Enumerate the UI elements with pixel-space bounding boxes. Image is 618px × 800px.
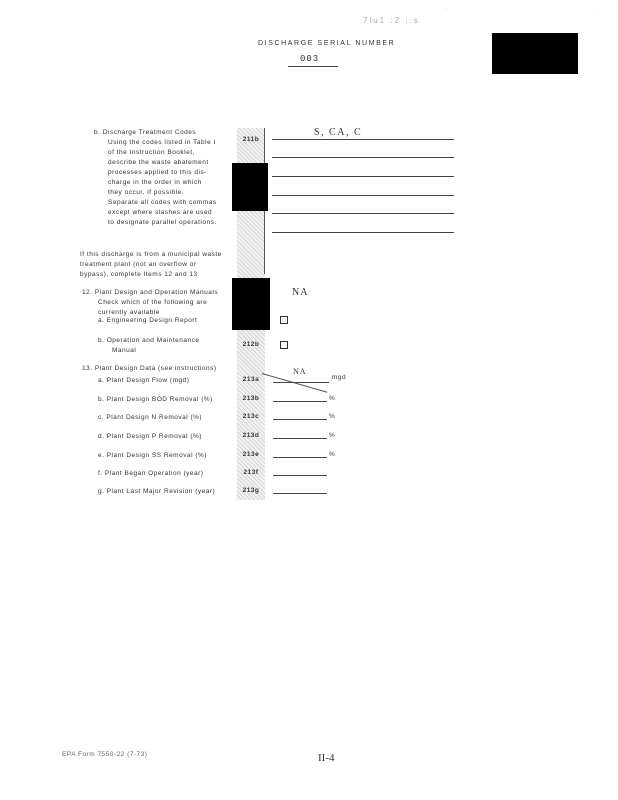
code-212b: 212b xyxy=(242,341,260,348)
row-bod-removal: b. Plant Design BOD Removal (%) xyxy=(98,396,213,403)
row-last-revision: g. Plant Last Major Revision (year) xyxy=(98,488,216,495)
page-number: II-4 xyxy=(318,752,335,764)
row-n-removal: c. Plant Design N Removal (%) xyxy=(98,414,203,421)
unit-percent: % xyxy=(329,432,336,439)
treatment-codes-value: S, CA, C xyxy=(314,127,363,138)
answer-line xyxy=(272,195,454,196)
answer-line xyxy=(272,176,454,177)
code-213a: 213a xyxy=(242,376,260,383)
row-design-flow: a. Plant Design Flow (mgd) xyxy=(98,377,190,384)
label-line: charge in the order in which xyxy=(108,179,202,186)
item-11b-label xyxy=(94,128,217,228)
unit-percent: % xyxy=(329,413,336,420)
label-line: currently available xyxy=(98,309,160,316)
row-ss-removal: e. Plant Design SS Removal (%) xyxy=(98,452,207,459)
label-line: b. Discharge Treatment Codes xyxy=(94,129,197,136)
began-operation-line xyxy=(273,475,327,476)
label-line: describe the waste abatement xyxy=(108,159,209,166)
label-line: except where slashes are used xyxy=(108,209,213,216)
serial-underline xyxy=(288,66,338,67)
option-engineering-design-report xyxy=(98,316,197,326)
label-line: Using the codes listed in Table I xyxy=(108,139,216,146)
ss-removal-line xyxy=(273,457,327,458)
option-label: b. Operation and Maintenance xyxy=(98,337,200,344)
label-line: Check which of the following are xyxy=(98,299,208,306)
option-om-manual xyxy=(98,336,199,356)
design-flow-line xyxy=(273,382,329,383)
n-removal-line xyxy=(273,419,327,420)
answer-line xyxy=(272,157,454,158)
answer-line xyxy=(272,139,454,140)
code-213e: 213e xyxy=(242,451,260,458)
code-213d: 213d xyxy=(242,432,260,439)
code-211b: 211b xyxy=(242,136,260,143)
engineering-report-checkbox[interactable] xyxy=(280,316,288,324)
header-stamp: 7lu1 :2 ;.s xyxy=(363,16,420,25)
answer-line xyxy=(272,213,454,214)
p-removal-line xyxy=(273,438,327,439)
label-line: processes applied to this dis- xyxy=(108,169,207,176)
note-line: bypass), complete Items 12 and 13 xyxy=(80,271,198,278)
serial-number: 003 xyxy=(300,54,320,64)
label-line: they occur, if possible. xyxy=(108,189,184,196)
item-12-value: NA xyxy=(292,287,309,298)
label-line: of the Instruction Booklet, xyxy=(108,149,195,156)
last-revision-line xyxy=(273,493,327,494)
row-began-operation: f. Plant Began Operation (year) xyxy=(98,470,204,477)
form-number: EPA Form 7550-22 (7-73) xyxy=(62,751,148,758)
code-213c: 213c xyxy=(242,413,260,420)
label-line: 12. Plant Design and Operation Manuals xyxy=(82,289,219,296)
label-line: to designate parallel operations. xyxy=(108,219,217,226)
unit-percent: % xyxy=(329,395,336,402)
code-213f: 213f xyxy=(243,469,259,476)
om-manual-checkbox[interactable] xyxy=(280,341,288,349)
item-13-title: 13. Plant Design Data (see instructions) xyxy=(82,365,217,372)
unit-mgd: mgd xyxy=(332,374,347,381)
discharge-serial-title: DISCHARGE SERIAL NUMBER xyxy=(258,40,396,47)
scan-speck: · xyxy=(445,6,448,13)
bod-removal-line xyxy=(273,401,327,402)
answer-line xyxy=(272,232,454,233)
item-12-label xyxy=(82,288,218,318)
option-label: Manual xyxy=(112,347,137,354)
label-line: Separate all codes with commas xyxy=(108,199,217,206)
note-line: If this discharge is from a municipal waste xyxy=(80,251,222,258)
municipal-note xyxy=(80,250,222,280)
item-13-value: NA xyxy=(293,367,307,376)
code-213b: 213b xyxy=(242,395,260,402)
row-p-removal: d. Plant Design P Removal (%) xyxy=(98,433,202,440)
scan-speck: · xyxy=(596,10,599,17)
redaction-box xyxy=(232,163,268,211)
option-label: a. Engineering Design Report xyxy=(98,317,198,324)
redaction-box xyxy=(492,33,578,74)
unit-percent: % xyxy=(329,451,336,458)
code-213g: 213g xyxy=(242,487,260,494)
redaction-box xyxy=(232,278,270,330)
note-line: treatment plant (not an overflow or xyxy=(80,261,197,268)
